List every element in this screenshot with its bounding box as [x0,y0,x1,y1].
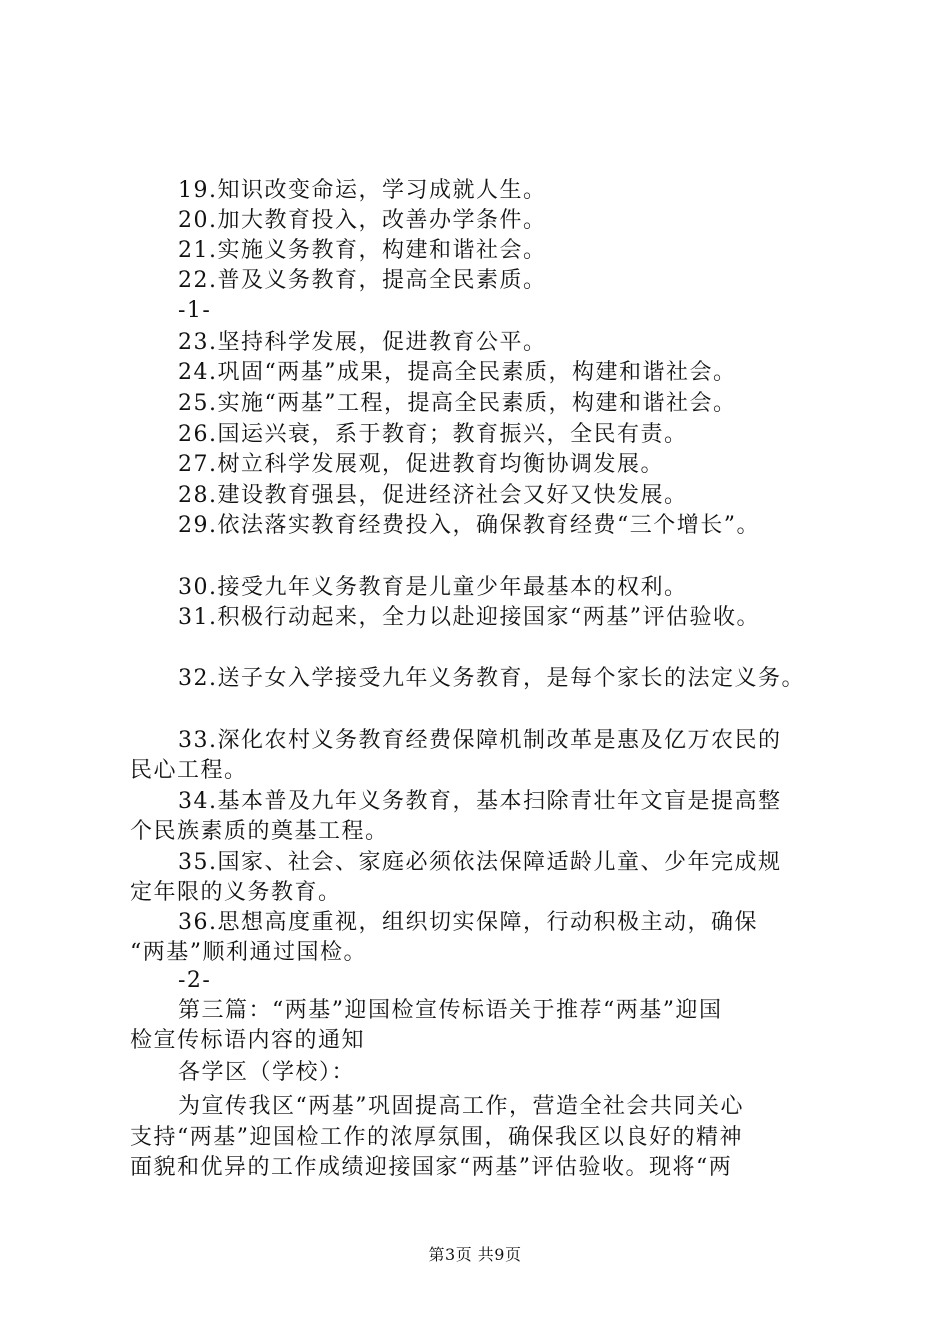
slogan-21: 21.实施义务教育，构建和谐社会。 [178,238,547,263]
page-footer: 第3页 共9页 [428,1245,522,1264]
slogan-29: 29.依法落实教育经费投入，确保教育经费“三个增长”。 [178,513,760,538]
slogan-36-line1: 36.思想高度重视，组织切实保障，行动积极主动，确保 [178,910,758,935]
slogan-34-line1: 34.基本普及九年义务教育，基本扫除青壮年文盲是提高整 [178,789,782,814]
slogan-20: 20.加大教育投入，改善办学条件。 [178,208,547,233]
slogan-28: 28.建设教育强县，促进经济社会又好又快发展。 [178,483,688,508]
section-title-line2: 检宣传标语内容的通知 [130,1028,366,1053]
slogan-26: 26.国运兴衰，系于教育；教育振兴，全民有责。 [178,422,688,447]
body-paragraph-line3: 面貌和优异的工作成绩迎接国家“两基”评估验收。现将“两 [130,1155,733,1180]
body-paragraph-line1: 为宣传我区“两基”巩固提高工作，营造全社会共同关心 [178,1094,744,1119]
slogan-24: 24.巩固“两基”成果，提高全民素质，构建和谐社会。 [178,360,737,385]
slogan-30: 30.接受九年义务教育是儿童少年最基本的权利。 [178,575,688,600]
page-marker-1: -1- [178,298,212,323]
slogan-36-line2: “两基”顺利通过国检。 [130,940,367,965]
slogan-19: 19.知识改变命运，学习成就人生。 [178,178,547,203]
page-marker-2: -2- [178,968,212,993]
slogan-35-line2: 定年限的义务教育。 [130,880,342,905]
salutation: 各学区（学校）： [178,1060,356,1085]
slogan-31: 31.积极行动起来，全力以赴迎接国家“两基”评估验收。 [178,605,760,630]
slogan-35-line1: 35.国家、社会、家庭必须依法保障适龄儿童、少年完成规 [178,850,782,875]
slogan-27: 27.树立科学发展观，促进教育均衡协调发展。 [178,452,664,477]
slogan-33-line2: 民心工程。 [130,758,248,783]
slogan-23: 23.坚持科学发展，促进教育公平。 [178,330,547,355]
slogan-32: 32.送子女入学接受九年义务教育，是每个家长的法定义务。 [178,666,805,691]
body-paragraph-line2: 支持“两基”迎国检工作的浓厚氛围，确保我区以良好的精神 [130,1125,743,1150]
slogan-25: 25.实施“两基”工程，提高全民素质，构建和谐社会。 [178,391,737,416]
slogan-33-line1: 33.深化农村义务教育经费保障机制改革是惠及亿万农民的 [178,728,782,753]
slogan-22: 22.普及义务教育，提高全民素质。 [178,268,547,293]
section-title-line1: 第三篇：“两基”迎国检宣传标语关于推荐“两基”迎国 [178,998,723,1023]
slogan-34-line2: 个民族素质的奠基工程。 [130,819,389,844]
